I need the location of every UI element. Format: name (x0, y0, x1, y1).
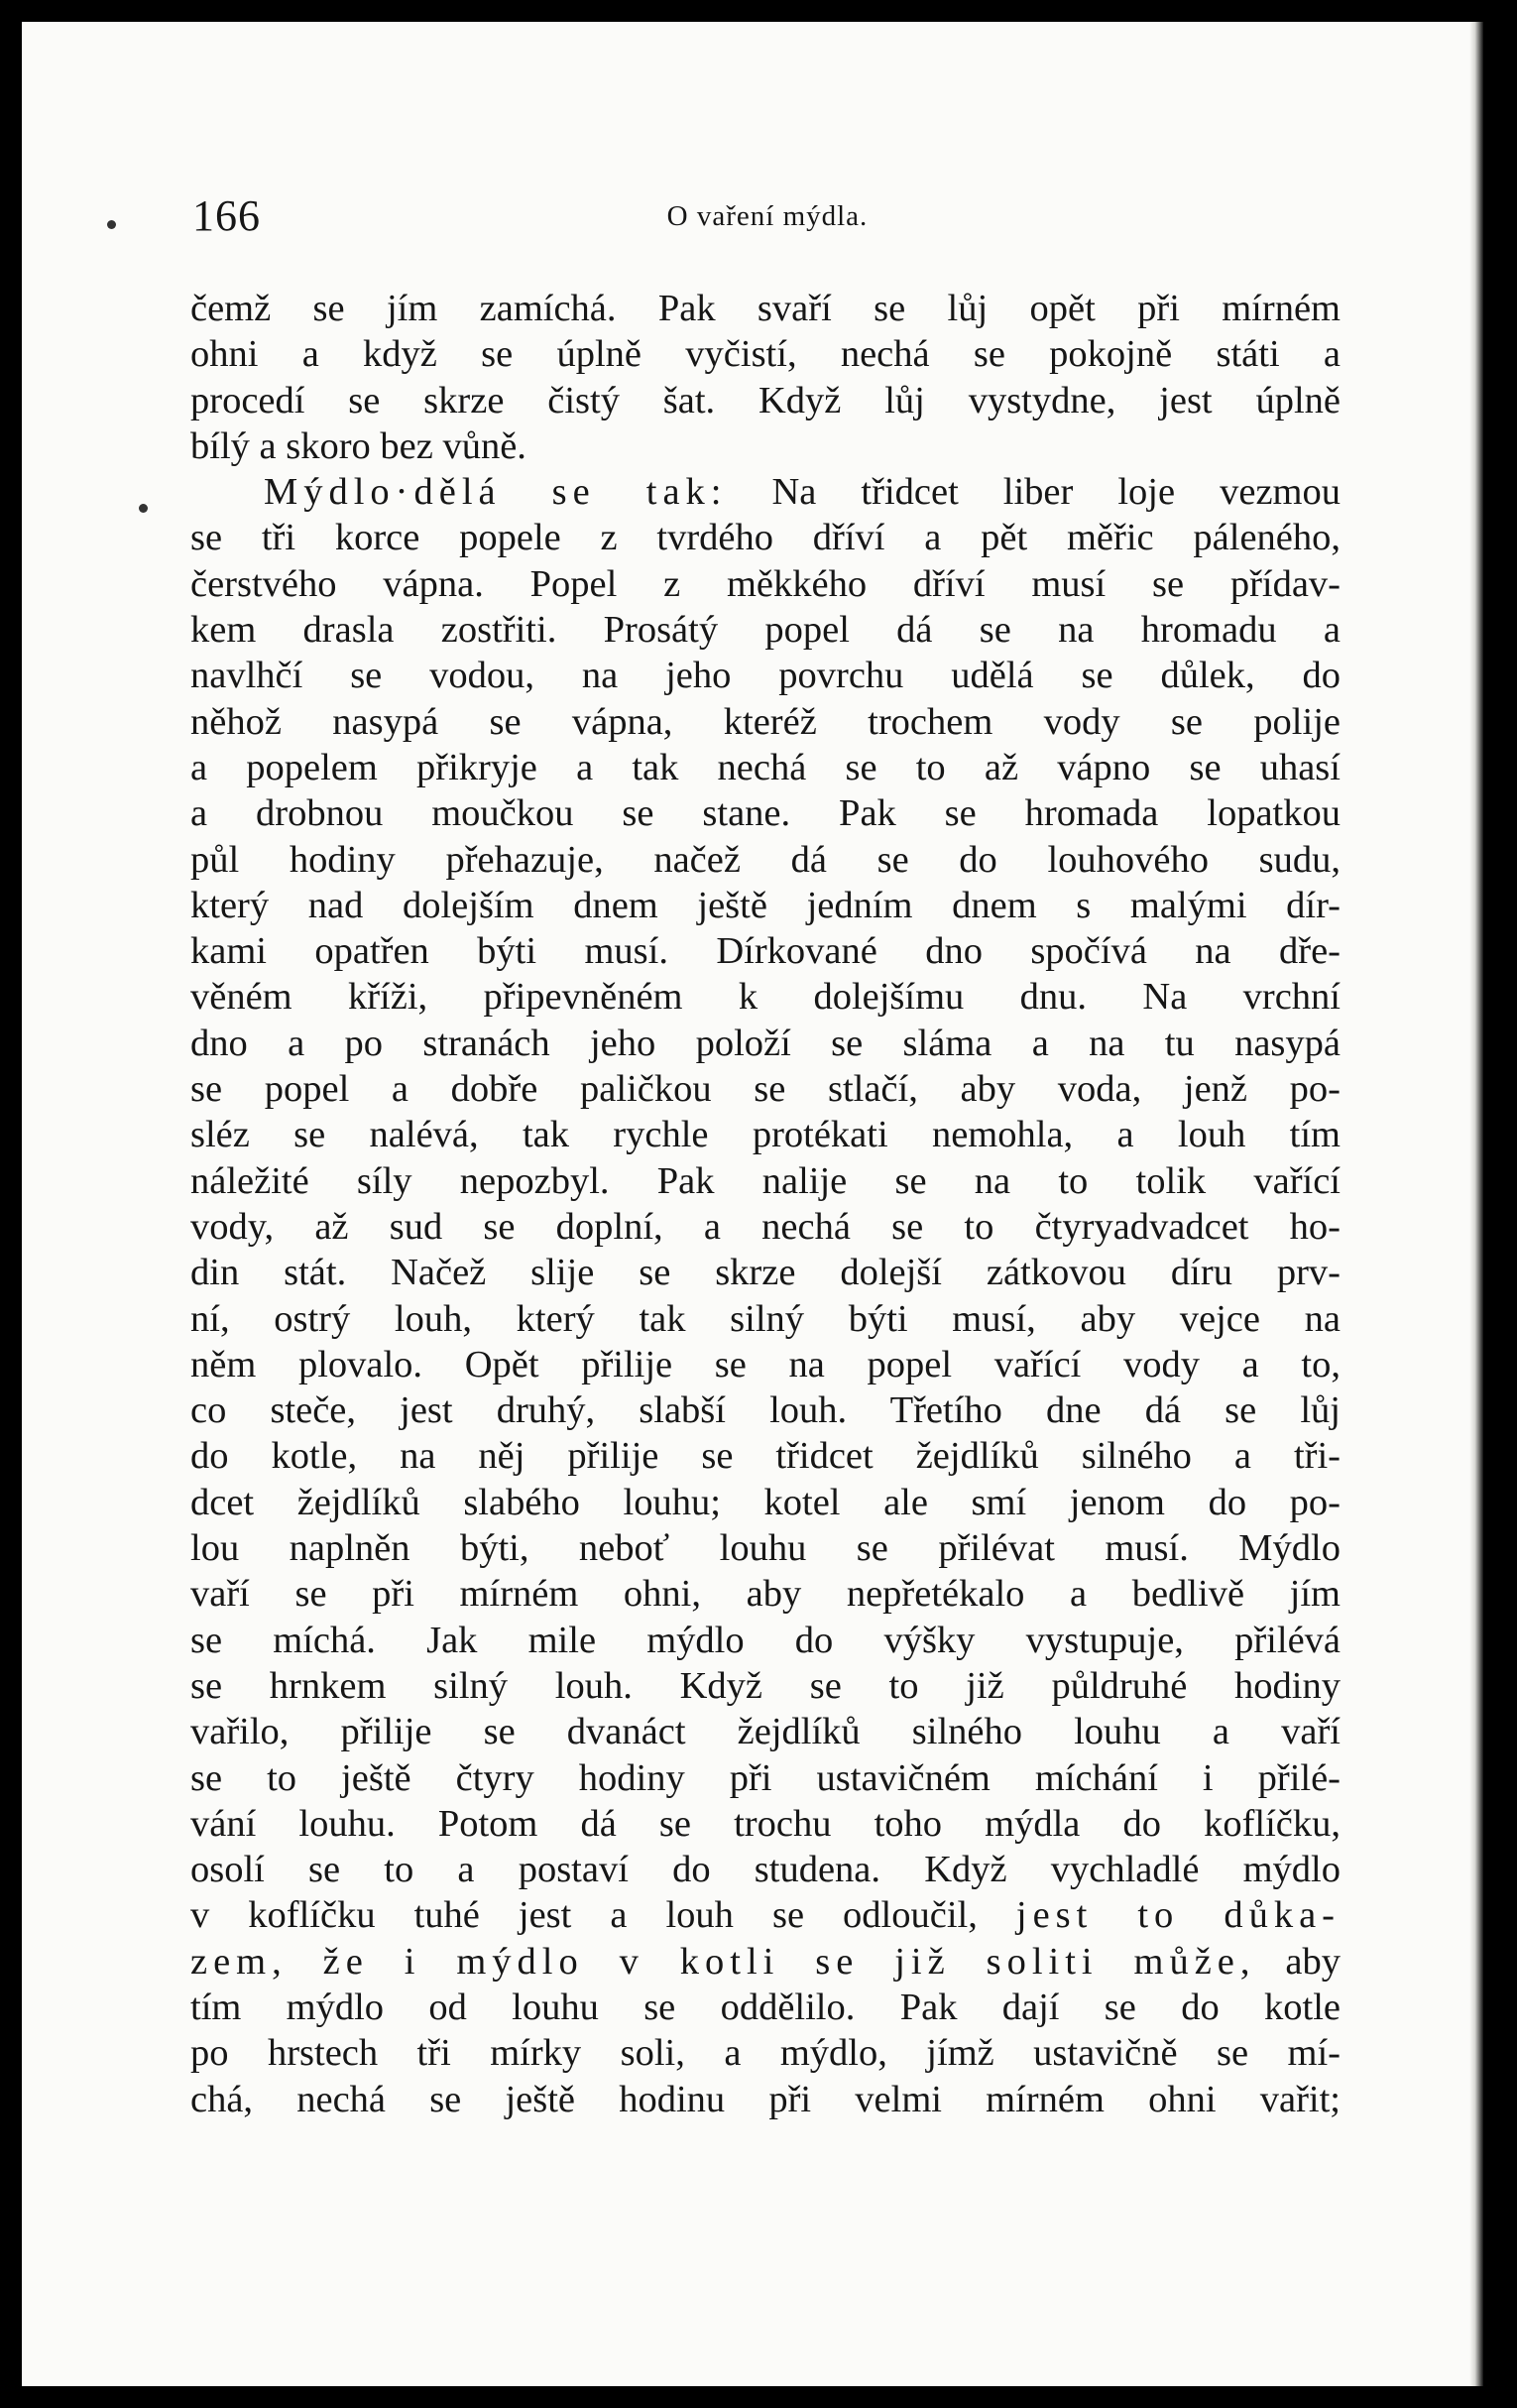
text-line (190, 1755, 1341, 1801)
text-segment: vody, až sud se doplní, a nechá se to čtyryadvadcet ho- (190, 1205, 1341, 1248)
text-segment: náležité síly nepozbyl. Pak nalije se na to tolik vařící (190, 1159, 1341, 1202)
text-segment: tím mýdlo od louhu se oddělilo. Pak dají se do kotle (190, 1986, 1341, 2028)
text-segment: a drobnou moučkou se stane. Pak se hromada lopatkou (190, 792, 1341, 835)
text-line (190, 1618, 1341, 1663)
text-segment: bílý a skoro bez vůně. (190, 424, 526, 467)
text-segment: lou naplněn býti, neboť louhu se přilévat musí. Mýdlo (190, 1527, 1341, 1570)
text-segment: navlhčí se vodou, na jeho povrchu udělá se důlek, do (190, 655, 1341, 697)
emphasized-text: jest to důka- (1015, 1894, 1341, 1937)
text-line (190, 928, 1341, 974)
page-edge-shadow (1469, 22, 1483, 2386)
text-segment: vaří se při mírném ohni, aby nepřetékalo a bedlivě jím (190, 1573, 1341, 1616)
text-line (190, 1158, 1341, 1204)
text-segment: aby (1255, 1940, 1342, 1983)
text-line (190, 1709, 1341, 1754)
text-line (190, 515, 1341, 560)
text-line (190, 1066, 1341, 1112)
emphasized-text: zem, že i mýdlo v kotli se již soliti může, (190, 1940, 1256, 1983)
text-line (190, 1525, 1341, 1571)
text-segment: co steče, jest druhý, slabší louh. Třetího dne dá se lůj (190, 1389, 1341, 1432)
text-line (190, 653, 1341, 698)
text-line (190, 1250, 1341, 1295)
text-line (190, 1480, 1341, 1525)
text-segment: din stát. Načež slije se skrze dolejší zátkovou díru prv- (190, 1252, 1341, 1294)
text-line (190, 1342, 1341, 1387)
text-line (190, 1433, 1341, 1479)
text-segment: Na třidcet liber loje vezmou (727, 471, 1341, 514)
text-line (190, 331, 1341, 377)
text-line (190, 469, 1341, 515)
text-segment: se popel a dobře paličkou se stlačí, aby voda, jenž po- (190, 1068, 1341, 1111)
text-segment: který nad dolejším dnem ještě jedním dnem s malými dír- (190, 884, 1341, 926)
text-line (190, 1387, 1341, 1433)
text-line (190, 1847, 1341, 1892)
text-segment: čerstvého vápna. Popel z měkkého dříví musí se přídav- (190, 562, 1341, 605)
text-segment: se tři korce popele z tvrdého dříví a pět měřic páleného, (190, 517, 1341, 559)
text-segment: něm plovalo. Opět přilije se na popel vařící vody a to, (190, 1343, 1341, 1385)
text-segment: a popelem přikryje a tak nechá se to až vápno se uhasí (190, 746, 1341, 788)
text-line (190, 883, 1341, 928)
text-line (190, 1801, 1341, 1847)
text-segment: dcet žejdlíků slabého louhu; kotel ale smí jenom do po- (190, 1481, 1341, 1523)
text-segment: osolí se to a postaví do studena. Když vychladlé mýdlo (190, 1849, 1341, 1891)
text-segment: dno a po stranách jeho položí se sláma a na tu nasypá (190, 1022, 1341, 1064)
text-segment: věném kříži, připevněném k dolejšímu dnu. Na vrchní (190, 976, 1341, 1019)
text-segment: kami opatřen býti musí. Dírkované dno spočívá na dře- (190, 930, 1341, 973)
text-segment: do kotle, na něj přilije se třidcet žejdlíků silného a tři- (190, 1435, 1341, 1478)
text-line (190, 790, 1341, 836)
text-segment: kem drasla zostřiti. Prosátý popel dá se na hromadu a (190, 609, 1341, 652)
text-line (190, 1296, 1341, 1342)
text-segment: se hrnkem silný louh. Když se to již půldruhé hodiny (190, 1664, 1341, 1707)
ink-speck (139, 504, 148, 513)
text-segment: se míchá. Jak mile mýdlo do výšky vystupuje, přilévá (190, 1619, 1341, 1661)
book-page (22, 22, 1477, 2386)
text-segment: ohni a když se úplně vyčistí, nechá se pokojně státi a (190, 333, 1341, 376)
text-line (190, 1892, 1341, 1938)
ink-speck (107, 220, 116, 229)
text-line (190, 1571, 1341, 1617)
text-line (190, 561, 1341, 607)
text-line (190, 1985, 1341, 2030)
text-line (190, 1939, 1341, 1985)
text-line (190, 423, 1341, 469)
text-segment: v koflíčku tuhé jest a louh se odloučil, (190, 1894, 1016, 1937)
text-segment: procedí se skrze čistý šat. Když lůj vystydne, jest úplně (190, 379, 1341, 421)
body-text (190, 286, 1341, 2122)
running-title: O vaření mýdla. (666, 200, 869, 232)
text-line (190, 1112, 1341, 1157)
text-line (190, 1021, 1341, 1066)
text-line (190, 607, 1341, 653)
text-line (190, 699, 1341, 745)
page-header (192, 190, 1342, 250)
page-number: 166 (192, 191, 261, 240)
emphasized-text: Mýdlo·dělá se tak: (264, 471, 728, 514)
text-line (190, 2077, 1341, 2122)
text-segment: čemž se jím zamíchá. Pak svaří se lůj opět při mírném (190, 288, 1341, 329)
text-segment: něhož nasypá se vápna, kteréž trochem vody se polije (190, 700, 1341, 743)
text-line (190, 974, 1341, 1020)
text-segment: po hrstech tři mírky soli, a mýdlo, jímž ustavičně se mí- (190, 2032, 1341, 2075)
text-segment: vařilo, přilije se dvanáct žejdlíků silného louhu a vaří (190, 1711, 1341, 1753)
text-line (190, 2030, 1341, 2076)
text-segment: vání louhu. Potom dá se trochu toho mýdla do koflíčku, (190, 1802, 1341, 1845)
text-segment: chá, nechá se ještě hodinu při velmi mírném ohni vařit; (190, 2078, 1341, 2120)
text-line (190, 837, 1341, 883)
text-line (190, 1204, 1341, 1250)
text-segment: sléz se nalévá, tak rychle protékati nemohla, a louh tím (190, 1114, 1341, 1156)
text-line (190, 1663, 1341, 1709)
text-line (190, 745, 1341, 790)
text-segment: půl hodiny přehazuje, načež dá se do louhového sudu, (190, 838, 1341, 881)
text-line (190, 286, 1341, 331)
text-line (190, 378, 1341, 423)
text-segment: ní, ostrý louh, který tak silný býti musí, aby vejce na (190, 1297, 1341, 1340)
text-segment: se to ještě čtyry hodiny při ustavičném míchání i přilé- (190, 1756, 1341, 1799)
